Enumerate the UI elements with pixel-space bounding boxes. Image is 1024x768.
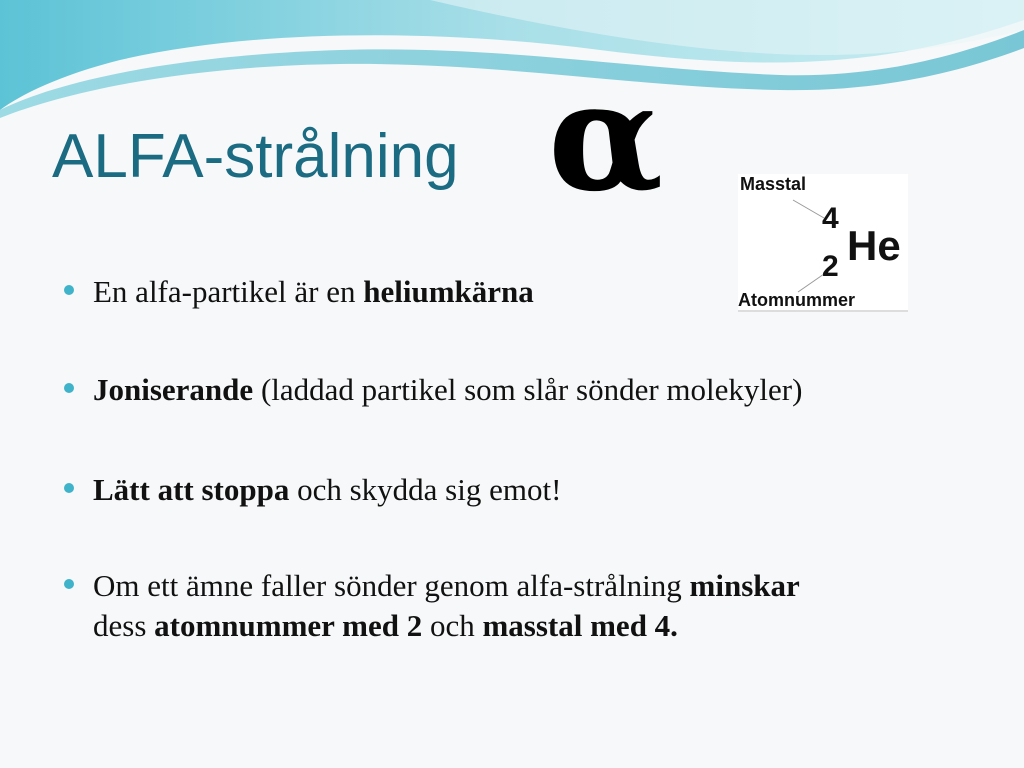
bullet-dot-icon [64, 579, 74, 589]
bullet-text-part: och [422, 608, 483, 643]
element-symbol: He [847, 222, 901, 269]
bullet-dot-icon [64, 285, 74, 295]
bullet-text-part: Om ett ämne faller sönder genom alfa-strålning [93, 568, 690, 603]
atomic-number-label: Atomnummer [738, 290, 856, 310]
bullet-text-part-bold: masstal med 4. [482, 608, 678, 643]
mass-number-label: Masstal [740, 174, 807, 194]
bullet-text-part: och skydda sig emot! [289, 472, 562, 507]
mass-number: 4 [822, 202, 839, 235]
bullet-text-part-bold: heliumkärna [363, 274, 534, 309]
bullet-text [93, 470, 943, 510]
bullet-text-part-bold: minskar [689, 568, 800, 603]
bullet-text-part: En alfa-partikel är en [93, 274, 364, 309]
bullet-text [93, 566, 943, 646]
bullet-text-part-bold: Lätt att stoppa [93, 472, 290, 507]
bullet-dot-icon [64, 383, 74, 393]
slide-title: ALFA-strålning [52, 122, 459, 191]
header-wave-decoration [0, 0, 1024, 120]
bullet-text-part: dess [93, 608, 155, 643]
atomic-number: 2 [822, 250, 839, 283]
bullet-text [93, 272, 943, 312]
bullet-text-part: (laddad partikel som slår sönder molekyler) [253, 372, 803, 407]
bullet-text-part-bold: atomnummer med 2 [154, 608, 423, 643]
bullet-text [93, 370, 943, 410]
bullet-dot-icon [64, 483, 74, 493]
bullet-text-part-bold: Joniserande [93, 372, 254, 407]
alpha-symbol: α [548, 49, 664, 225]
